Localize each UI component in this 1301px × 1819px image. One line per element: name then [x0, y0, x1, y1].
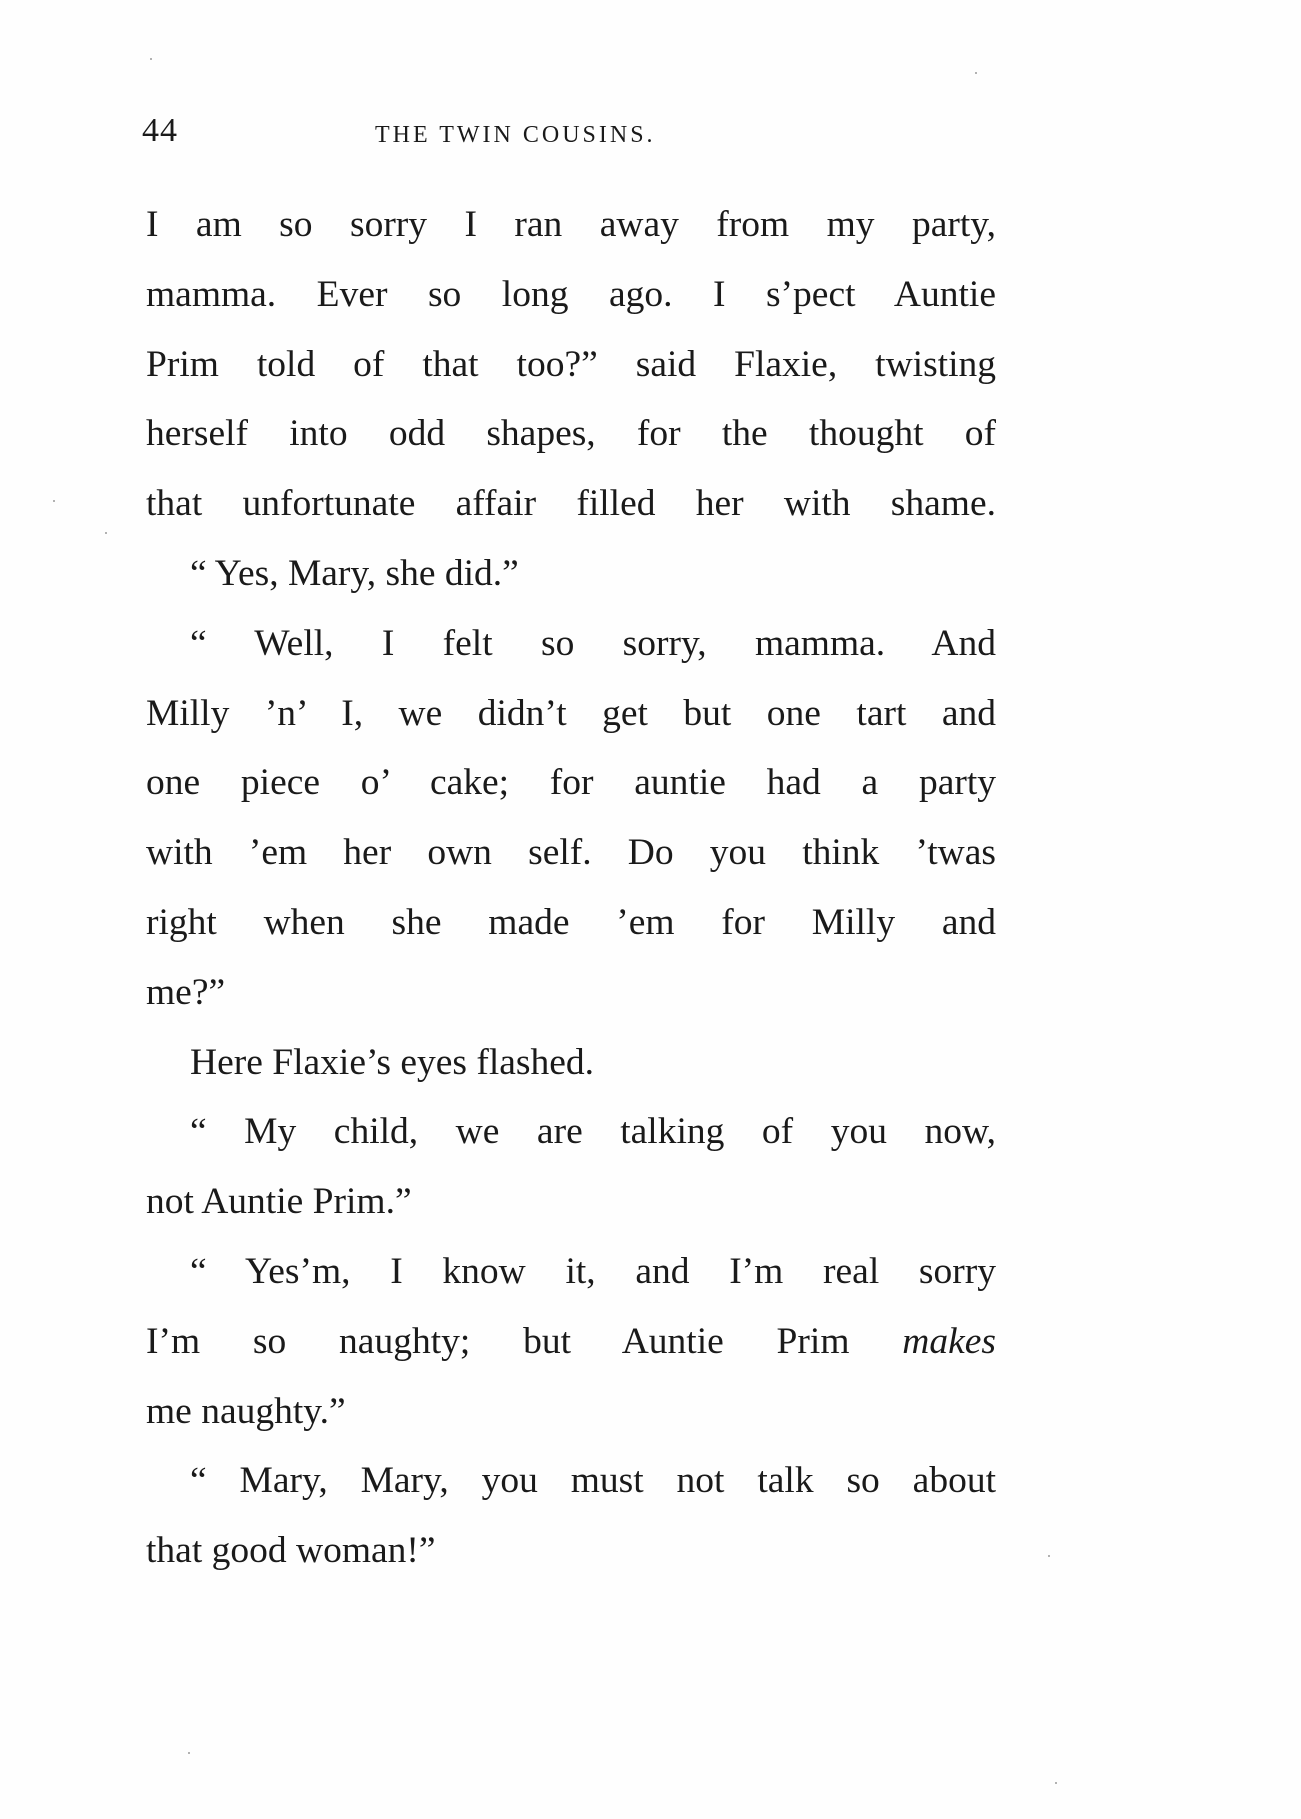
paper-speck [150, 58, 152, 60]
paper-speck [105, 532, 107, 534]
text-line: Milly ’n’ I, we didn’t get but one tart and [146, 692, 996, 734]
body-text [146, 190, 996, 1586]
text-line: “ Well, I felt so sorry, mamma. And [190, 622, 996, 664]
text-segment: I’m so naughty; but Auntie Prim [146, 1320, 903, 1362]
italic-word: makes [902, 1320, 996, 1362]
text-line: one piece o’ cake; for auntie had a party [146, 762, 996, 804]
text-line: “ My child, we are talking of you now, [190, 1111, 996, 1153]
text-line: right when she made ’em for Milly and [146, 901, 996, 943]
paper-speck [1048, 1555, 1050, 1557]
text-line: “ Yes, Mary, she did.” [190, 552, 519, 594]
text-line: with ’em her own self. Do you think ’twas [146, 832, 996, 874]
text-line: Here Flaxie’s eyes flashed. [190, 1041, 595, 1083]
text-line: me naughty.” [146, 1390, 346, 1432]
text-line: mamma. Ever so long ago. I s’pect Auntie [146, 273, 996, 315]
text-line: “ Yes’m, I know it, and I’m real sorry [190, 1250, 996, 1292]
page-number: 44 [142, 112, 178, 149]
text-line: Prim told of that too?” said Flaxie, twisting [146, 343, 996, 385]
page-header [142, 112, 992, 152]
paper-speck [188, 1752, 190, 1754]
paper-speck [975, 72, 977, 74]
paper-speck [53, 500, 55, 502]
text-line: that good woman!” [146, 1530, 436, 1572]
running-title: THE TWIN COUSINS. [375, 122, 656, 148]
paper-speck [1055, 1782, 1057, 1784]
text-line: me?” [146, 971, 226, 1013]
text-line: not Auntie Prim.” [146, 1181, 412, 1223]
text-line: I am so sorry I ran away from my party, [146, 204, 996, 245]
text-line: herself into odd shapes, for the thought of [146, 413, 996, 455]
text-line: that unfortunate affair filled her with shame. [146, 483, 996, 525]
text-line: “ Mary, Mary, you must not talk so about [190, 1460, 996, 1502]
text-line [146, 1307, 996, 1377]
